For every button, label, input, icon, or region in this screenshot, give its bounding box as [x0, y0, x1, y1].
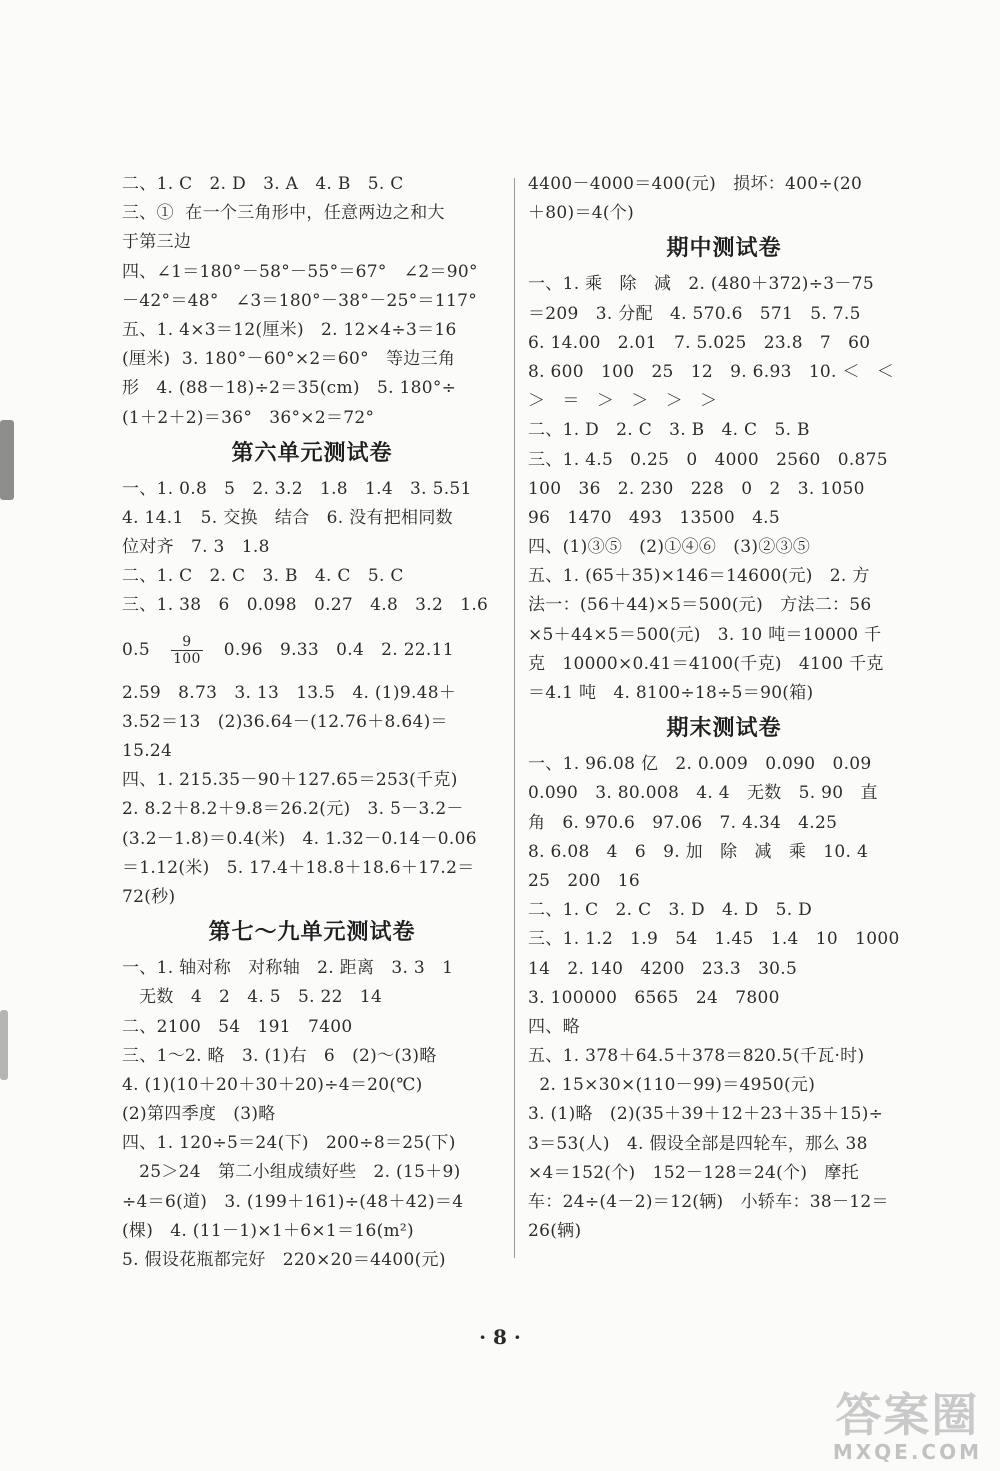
answer-text: 0.96 9.33 0.4 2. 22.11	[206, 639, 454, 660]
right-column	[528, 170, 920, 1246]
answer-line: 车：24÷(4－2)＝12(辆) 小轿车：38－12＝	[528, 1192, 889, 1212]
answer-line: ÷4＝6(道) 3. (199＋161)÷(48＋42)＝4	[122, 1191, 464, 1212]
answer-line: (棵) 4. (11－1)×1＋6×1＝16(m²)	[122, 1220, 414, 1241]
answer-line: 三、① 在一个三角形中，任意两边之和大	[122, 203, 445, 224]
answer-line: 72(秒)	[122, 886, 176, 907]
answer-line: 一、1. 轴对称 对称轴 2. 距离 3. 3 1	[122, 958, 454, 979]
answer-line: 2. 15×30×(110－99)＝4950(元)	[528, 1075, 816, 1096]
answer-line: 克 10000×0.41＝4100(千克) 4100 千克	[528, 653, 884, 674]
answer-line: 3. (1)略 (2)(35＋39＋12＋23＋35＋15)÷	[528, 1104, 884, 1125]
answer-line: 2.59 8.73 3. 13 13.5 4. (1)9.48＋	[122, 682, 457, 703]
answer-line: 于第三边	[122, 232, 192, 253]
answer-line: 三、1. 38 6 0.098 0.27 4.8 3.2 1.6	[122, 595, 489, 616]
answer-line: 形 4. (88－18)÷2＝35(cm) 5. 180°÷	[122, 378, 457, 399]
fraction-denominator: 100	[173, 650, 201, 667]
answer-line: 8. 600 100 25 12 9. 6.93 10. ＜ ＜	[528, 361, 895, 382]
answer-line: ＋80)＝4(个)	[528, 203, 635, 224]
answer-line: ＝1.12(米) 5. 17.4＋18.8＋18.6＋17.2＝	[122, 857, 475, 878]
answer-line: 位对齐 7. 3 1.8	[122, 537, 270, 558]
fraction-numerator: 9	[171, 634, 203, 651]
answer-text: 0.5	[122, 639, 168, 660]
answer-line: 3.52＝13 (2)36.64－(12.76＋8.64)＝	[122, 711, 448, 732]
answer-line: 4400－4000＝400(元) 损坏：400÷(20	[528, 174, 863, 194]
answer-line: 五、1. 4×3＝12(厘米) 2. 12×4÷3＝16	[122, 319, 457, 340]
answer-line: －42°＝48° ∠3＝180°－38°－25°＝117°	[122, 290, 477, 311]
watermark-logo	[833, 1390, 982, 1464]
answer-line: 4. 14.1 5. 交换 结合 6. 没有把相同数	[122, 507, 453, 528]
answer-line: 法一：(56＋44)×5＝500(元) 方法二：56	[528, 595, 872, 616]
answer-line: 3＝53(人) 4. 假设全部是四轮车，那么 38	[528, 1133, 868, 1154]
answer-line: 四、1. 215.35－90＋127.65＝253(千克)	[122, 770, 458, 791]
answer-line: 四、∠1＝180°－58°－55°＝67° ∠2＝90°	[122, 261, 478, 282]
answer-line: ×4＝152(个) 152－128＝24(个) 摩托	[528, 1162, 859, 1183]
answer-line: 五、1. 378＋64.5＋378＝820.5(千瓦·时)	[528, 1046, 865, 1067]
answer-line: 15.24	[122, 741, 173, 761]
watermark-title: 答案圈	[835, 1388, 980, 1442]
answer-line: 96 1470 493 13500 4.5	[528, 507, 781, 528]
page-number: · 8 ·	[479, 1325, 521, 1349]
answer-line: 0.090 3. 80.008 4. 4 无数 5. 90 直	[528, 783, 878, 804]
answer-line: ×5＋44×5＝500(元) 3. 10 吨＝10000 千	[528, 624, 882, 645]
answer-line: 无数 4 2 4. 5 5. 22 14	[122, 987, 383, 1008]
answer-line: 四、(1)③⑤ (2)①④⑥ (3)②③⑤	[528, 537, 811, 558]
answer-line: 8. 6.08 4 6 9. 加 除 减 乘 10. 4	[528, 841, 869, 862]
answer-line: 二、1. D 2. C 3. B 4. C 5. B	[528, 420, 810, 441]
answer-line: 一、1. 乘 除 减 2. (480＋372)÷3－75	[528, 274, 874, 295]
answer-line: 二、1. C 2. C 3. B 4. C 5. C	[122, 566, 404, 587]
answer-line: (1＋2＋2)＝36° 36°×2＝72°	[122, 407, 375, 428]
column-divider	[514, 178, 515, 1258]
section-heading: 期末测试卷	[666, 716, 782, 742]
answer-line: 四、1. 120÷5＝24(下) 200÷8＝25(下)	[122, 1133, 456, 1154]
fraction	[171, 634, 203, 667]
answer-line: ＝209 3. 分配 4. 570.6 571 5. 7.5	[528, 303, 861, 324]
answer-line: 3. 100000 6565 24 7800	[528, 987, 780, 1008]
answer-line: 角 6. 970.6 97.06 7. 4.34 4.25	[528, 812, 838, 833]
answer-line: 5. 假设花瓶都完好 220×20＝4400(元)	[122, 1250, 446, 1270]
answer-line: 二、1. C 2. D 3. A 4. B 5. C	[122, 174, 404, 194]
answer-line: 五、1. (65＋35)×146＝14600(元) 2. 方	[528, 566, 870, 587]
left-column	[122, 170, 502, 1275]
answer-line: 4. (1)(10＋20＋30＋20)÷4＝20(℃)	[122, 1074, 423, 1095]
answer-line: 二、1. C 2. C 3. D 4. D 5. D	[528, 900, 813, 921]
answer-line: 100 36 2. 230 228 0 2 3. 1050	[528, 478, 865, 499]
answer-line: 25＞24 第二小组成绩好些 2. (15＋9)	[122, 1162, 461, 1183]
answer-line: (厘米) 3. 180°－60°×2＝60° 等边三角	[122, 349, 456, 370]
answer-line: 25 200 16	[528, 870, 641, 891]
answer-line: 四、略	[528, 1016, 580, 1037]
answer-line: 一、1. 0.8 5 2. 3.2 1.8 1.4 3. 5.51	[122, 478, 472, 499]
section-heading: 第七～九单元测试卷	[208, 920, 416, 946]
answer-line: 一、1. 96.08 亿 2. 0.009 0.090 0.09	[528, 754, 872, 775]
watermark-url: MXQE.COM	[832, 1440, 982, 1464]
answer-line: 二、2100 54 191 7400	[122, 1016, 353, 1037]
answer-line: 三、1. 1.2 1.9 54 1.45 1.4 10 1000	[528, 929, 900, 950]
answer-line: 2. 8.2＋8.2＋9.8＝26.2(元) 3. 5－3.2－	[122, 799, 464, 820]
answer-line: 三、1. 4.5 0.25 0 4000 2560 0.875	[528, 449, 888, 470]
answer-line-with-fraction	[122, 621, 502, 679]
answer-line: ＝4.1 吨 4. 8100÷18÷5＝90(箱)	[528, 683, 814, 703]
answer-line: 三、1～2. 略 3. (1)右 6 (2)～(3)略	[122, 1045, 437, 1066]
answer-line: 6. 14.00 2.01 7. 5.025 23.8 7 60	[528, 332, 871, 353]
binding-mark	[0, 420, 14, 500]
answer-line: 14 2. 140 4200 23.3 30.5	[528, 958, 798, 979]
answer-line: ＞ ＝ ＞ ＞ ＞ ＞	[528, 391, 718, 412]
answer-line: (3.2－1.8)＝0.4(米) 4. 1.32－0.14－0.06	[122, 828, 477, 849]
section-heading: 第六单元测试卷	[231, 440, 393, 466]
binding-mark	[0, 1010, 8, 1080]
answer-line: (2)第四季度 (3)略	[122, 1104, 276, 1125]
answer-line: 26(辆)	[528, 1221, 582, 1242]
section-heading: 期中测试卷	[666, 236, 782, 262]
